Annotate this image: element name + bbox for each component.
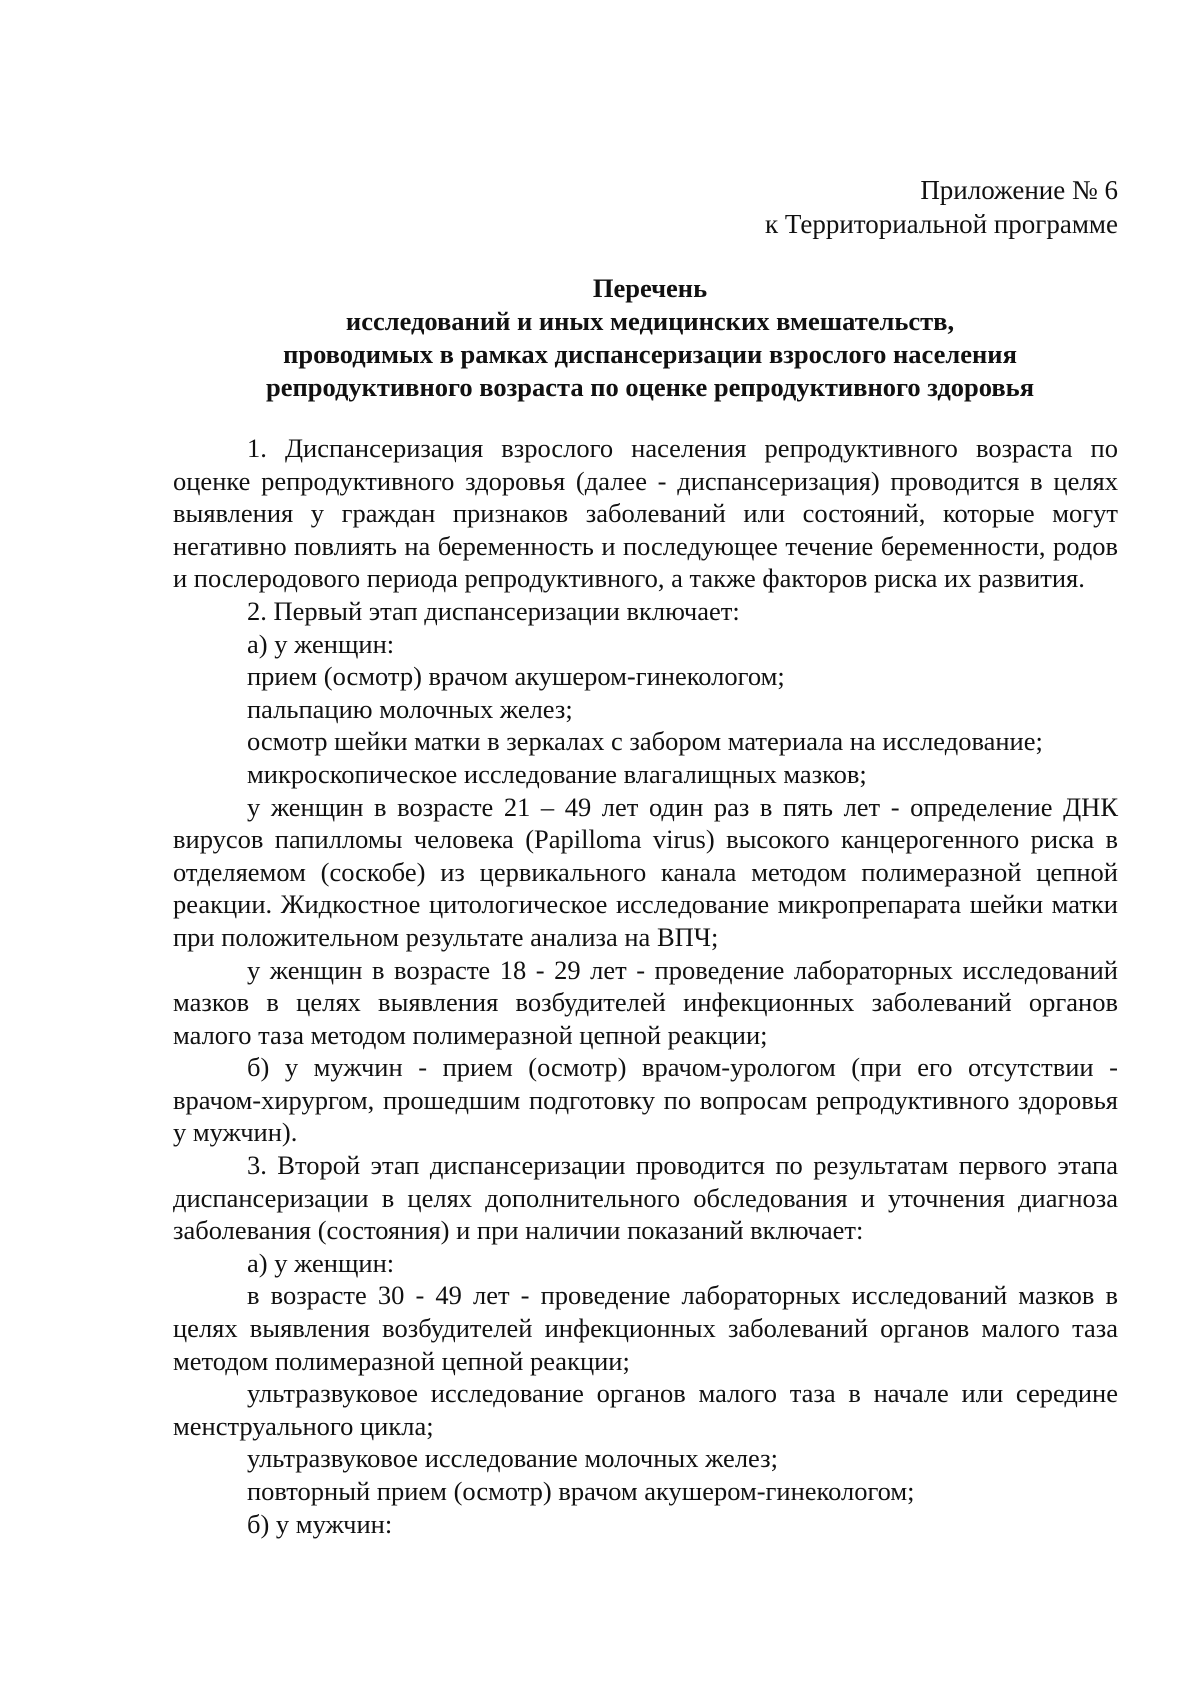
paragraph-15: ультразвуковое исследование молочных желез; bbox=[247, 1443, 778, 1474]
paragraph-7: микроскопическое исследование влагалищных мазков; bbox=[247, 758, 867, 789]
paragraph-16: повторный прием (осмотр) врачом акушером-гинекологом; bbox=[247, 1476, 915, 1506]
title-line-1: Перечень bbox=[592, 273, 708, 303]
title-line-4: репродуктивного возраста по оценке репродуктивного здоровья bbox=[265, 372, 1035, 402]
paragraph-9: у женщин в возрасте 18 - 29 лет - проведение лабораторных исследований мазков в целях выявления возбудителей инфекционных заболеваний органов малого таза методом полимеразной цепной реакции; bbox=[173, 954, 1118, 1050]
paragraph-17: б) у мужчин: bbox=[247, 1508, 393, 1539]
title-line-2: исследований и иных медицинских вмешательств, bbox=[345, 306, 955, 336]
paragraph-10: б) у мужчин - прием (осмотр) врачом-урологом (при его отсутствии - врачом-хирургом, прошедшим подготовку по вопросам репродуктивного здоровья у мужчин). bbox=[173, 1052, 1118, 1148]
paragraph-2: 2. Первый этап диспансеризации включает: bbox=[247, 595, 740, 626]
appendix-number: Приложение № 6 bbox=[920, 175, 1118, 205]
paragraph-6: осмотр шейки матки в зеркалах с забором материала на исследование; bbox=[247, 726, 1043, 757]
paragraph-1: 1. Диспансеризация взрослого населения репродуктивного возраста по оценке репродуктивного здоровья (далее - диспансеризация) проводится в целях выявления у граждан признаков заболеваний или состояний, которые могут негативно повлиять на беременность и последующее течение беременности, родов и послеродового периода репродуктивного, а также факторов риска их развития. bbox=[173, 433, 1118, 594]
paragraph-8: у женщин в возрасте 21 – 49 лет один раз в пять лет - определение ДНК вирусов папилломы человека (Papilloma virus) высокого канцерогенного риска в отделяемом (соскобе) из цервикального канала методом полимеразной цепной реакции. Жидкостное цитологическое исследование микропрепарата шейки матки при положительном результате анализа на ВПЧ; bbox=[173, 791, 1118, 952]
paragraph-5: пальпацию молочных желез; bbox=[247, 693, 573, 724]
appendix-reference: к Территориальной программе bbox=[765, 209, 1118, 239]
title-line-3: проводимых в рамках диспансеризации взрослого населения bbox=[283, 339, 1017, 369]
paragraph-12: а) у женщин: bbox=[247, 1247, 395, 1278]
paragraph-13: в возрасте 30 - 49 лет - проведение лабораторных исследований мазков в целях выявления возбудителей инфекционных заболеваний органов малого таза методом полимеразной цепной реакции; bbox=[173, 1280, 1118, 1376]
paragraph-4: прием (осмотр) врачом акушером-гинекологом; bbox=[247, 661, 785, 692]
paragraph-11: 3. Второй этап диспансеризации проводится по результатам первого этапа диспансеризации в целях дополнительного обследования и уточнения диагноза заболевания (состояния) и при наличии показаний включает: bbox=[173, 1150, 1118, 1246]
paragraph-3: а) у женщин: bbox=[247, 628, 395, 659]
paragraph-14: ультразвуковое исследование органов малого таза в начале или середине менструального цикла; bbox=[173, 1378, 1118, 1441]
document-body bbox=[173, 432, 1118, 1540]
document-title bbox=[170, 272, 1130, 404]
appendix-header bbox=[765, 173, 1118, 241]
